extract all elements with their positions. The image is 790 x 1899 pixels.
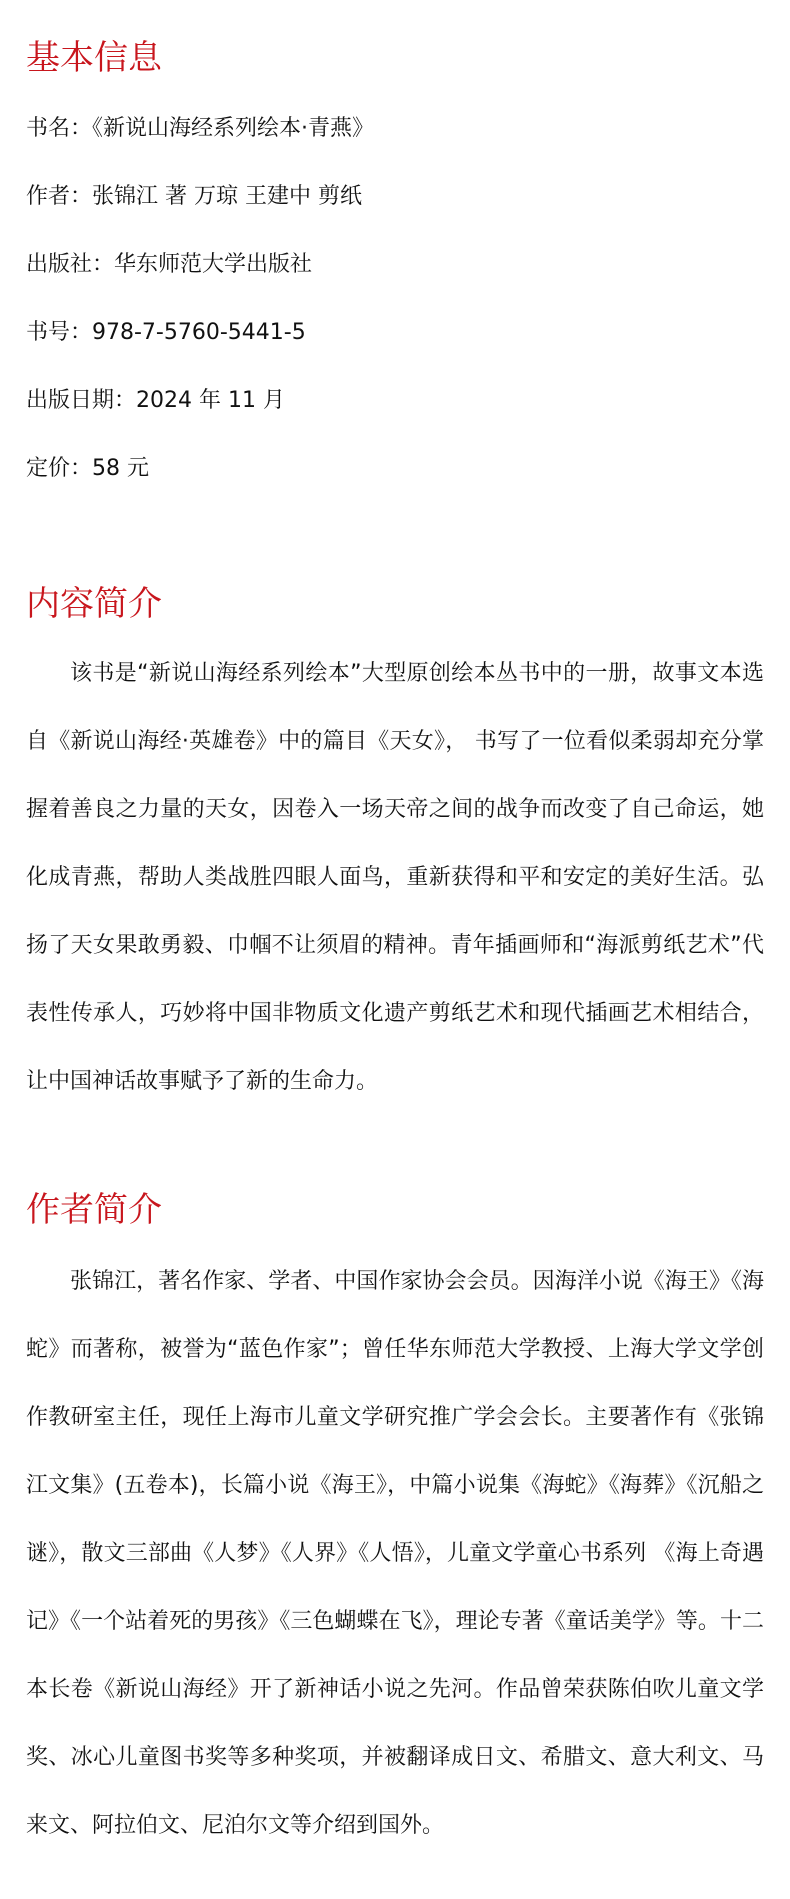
author-intro-heading: 作者简介: [26, 1190, 162, 1230]
publisher-line: 出版社：华东师范大学出版社: [26, 252, 313, 277]
content-intro-body: [26, 640, 764, 1116]
author-intro-body: [26, 1248, 764, 1860]
author-line: 作者：张锦江 著 万琼 王建中 剪纸: [26, 184, 362, 209]
basic-info-list: [26, 114, 764, 522]
isbn-line: 书号：978-7-5760-5441-5: [26, 320, 306, 345]
book-title-line: 书名：《新说山海经系列绘本·青燕》: [26, 116, 374, 141]
content-intro-paragraph: 该书是“新说山海经系列绘本”大型原创绘本丛书中的一册，故事文本选自《新说山海经·英雄卷》中的篇目《天女》， 书写了一位看似柔弱却充分掌握着善良之力量的天女，因卷入一场天帝之间的战争而改变了自己命运，她化成青燕，帮助人类战胜四眼人面鸟，重新获得和平和安定的美好生活。弘扬了天女果敢勇毅、巾帼不让须眉的精神。青年插画师和“海派剪纸艺术”代表性传承人，巧妙将中国非物质文化遗产剪纸艺术和现代插画艺术相结合，让中国神话故事赋予了新的生命力。: [26, 661, 764, 1094]
author-intro-paragraph: 张锦江，著名作家、学者、中国作家协会会员。因海洋小说《海王》《海蛇》而著称，被誉为“蓝色作家”；曾任华东师范大学教授、上海大学文学创作教研室主任，现任上海市儿童文学研究推广学会会长。主要著作有《张锦江文集》(五卷本)，长篇小说《海王》，中篇小说集《海蛇》《海葬》《沉船之谜》，散文三部曲《人梦》《人界》《人悟》，儿童文学童心书系列 《海上奇遇记》《一个站着死的男孩》《三色蝴蝶在飞》，理论专著《童话美学》等。十二本长卷《新说山海经》开了新神话小说之先河。作品曾荣获陈伯吹儿童文学奖、冰心儿童图书奖等多种奖项，并被翻译成日文、希腊文、意大利文、马来文、阿拉伯文、尼泊尔文等介绍到国外。: [26, 1269, 764, 1838]
publish-date-line: 出版日期：2024 年 11 月: [26, 388, 285, 413]
price-line: 定价：58 元: [26, 456, 149, 481]
basic-info-heading: 基本信息: [26, 38, 162, 78]
content-intro-heading: 内容简介: [26, 584, 162, 624]
